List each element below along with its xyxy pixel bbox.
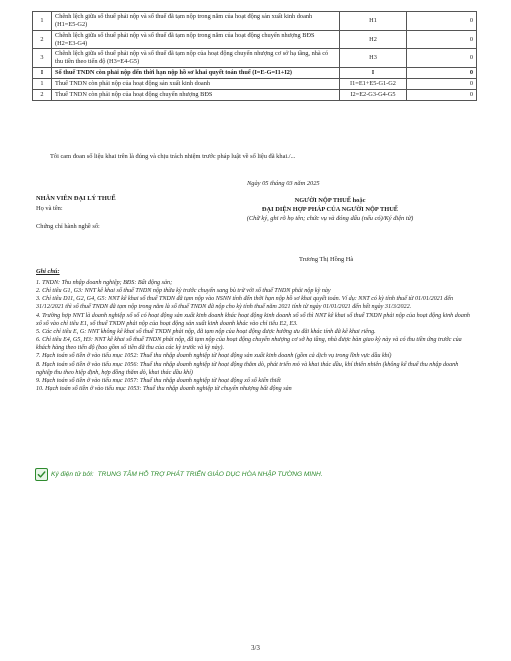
note-item: 5. Các chỉ tiêu E, G: NNT không kê khai số thuế TNDN phải nộp, đã tạm nộp của hoạt động được hưởng ưu đãi khác tính đã kê khai riêng. [36,328,376,335]
table-row [33,49,477,68]
table-row [33,30,477,49]
row-number: 3 [33,49,52,68]
signed-by-organization: TRUNG TÂM HỖ TRỢ PHÁT TRIỂN GIÁO DỤC HÒA NHẬP TƯỜNG MINH. [97,470,323,478]
row-value: 0 [407,30,477,49]
row-value: 0 [407,79,477,90]
agent-title: NHÂN VIÊN ĐẠI LÝ THUẾ [36,195,116,202]
note-item: 2. Chỉ tiêu G1, G3: NNT kê khai số thuế TNDN nộp thừa kỳ trước chuyển sang bù trừ với số thuế TNDN phải nộp kỳ này [36,288,331,295]
row-description: Chênh lệch giữa số thuế phải nộp và số thuế đã tạm nộp trong năm của hoạt động chuyển nhượng BĐS (H2=E3-G4) [52,30,340,49]
row-description: Thuế TNDN còn phải nộp của hoạt động sản xuất kinh doanh [52,79,340,90]
declaration-date: Ngày 05 tháng 03 năm 2025 [247,180,320,187]
row-number: 1 [33,12,52,31]
taxpayer-title: NGƯỜI NỘP THUẾ hoặc [294,197,366,204]
row-description: Chênh lệch giữa số thuế phải nộp và số thuế đã tạm nộp trong năm của hoạt động sản xuất kinh doanh (H1=E5-G2) [52,12,340,31]
row-description: Chênh lệch giữa số thuế phải nộp và số thuế đã tạm nộp của hoạt động chuyển nhượng cơ sở hạ tầng, nhà có thu tiền theo tiến độ (H3=E4-G5) [52,49,340,68]
table-row [33,68,477,79]
row-value: 0 [407,89,477,100]
tax-settlement-table [32,11,477,101]
note-item: 6. Chỉ tiêu E4, G5, H3: NNT kê khai số thuế TNDN phải nộp, đã tạm nộp của hoạt động chuyển nhượng cơ sở hạ tầng, nhà được bàn giao kỳ này và có thu tiền ứng trước của khách hàng theo tiến độ (bao gồm số tiền đã thu của các kỳ trước và kỳ này). [36,337,462,352]
row-value: 0 [407,12,477,31]
row-number: 2 [33,89,52,100]
row-code: I [340,68,407,79]
note-item: 1. TNDN: Thu nhập doanh nghiệp; BĐS: Bất động sản; [36,280,173,286]
signature-instruction: (Chữ ký, ghi rõ họ tên; chức vụ và đóng dấu (nếu có)/Ký điện tử) [246,215,414,222]
row-code: H1 [340,12,407,31]
note-item: 7. Hạch toán số tiền ở vào tiểu mục 1052: Thuế thu nhập doanh nghiệp từ hoạt động sản xuất kinh doanh (gồm cả dịch vụ trong lĩnh vực dầu khí) [36,353,392,360]
row-description: Thuế TNDN còn phải nộp của hoạt động chuyển nhượng BĐS [52,89,340,100]
row-value: 0 [407,49,477,68]
row-code: H2 [340,30,407,49]
row-code: H3 [340,49,407,68]
notes-list [36,279,476,393]
row-description: Số thuế TNDN còn phải nộp đến thời hạn nộp hồ sơ khai quyết toán thuế (I=E-G=I1+I2) [52,68,340,79]
agent-certificate-label: Chứng chỉ hành nghề số: [36,223,100,230]
note-item: 10. Hạch toán số tiền ở vào tiểu mục 1053: Thuế thu nhập doanh nghiệp từ chuyển nhượng bất động sản [36,386,292,393]
electronic-signature-badge [35,468,323,480]
notes-heading: Ghi chú: [36,268,60,275]
signer-name: Trương Thị Hồng Hà [299,256,354,263]
note-item: 3. Chỉ tiêu D11, G2, G4, G5: NNT kê khai số thuế TNDN đã tạm nộp vào NSNN tính đến thời hạn nộp hồ sơ khai quyết toán. Ví dụ: NNT có kỳ tính thuế từ 01/01/2021 đến 31/12/2021 thì số thuế TNDN đã tạm nộp trong năm là số thuế TNDN đã nộp cho kỳ tính thuế năm 2021 tính từ ngày 01/01/2021 đến hết ngày 31/3/2022. [36,296,454,311]
page-number: 3/3 [251,645,260,652]
checkmark-icon [35,468,48,481]
note-item: 9. Hạch toán số tiền ở vào tiểu mục 1057: Thuế thu nhập doanh nghiệp từ hoạt động xổ số kiến thiết [36,377,281,384]
agent-name-label: Họ và tên: [36,205,63,212]
table-row [33,89,477,100]
table-row [33,12,477,31]
row-code: I1=E1+E5-G1-G2 [340,79,407,90]
commitment-statement: Tôi cam đoan số liệu khai trên là đúng và chịu trách nhiệm trước pháp luật về số liệu đã khai./... [50,153,296,160]
table-row [33,79,477,90]
row-code: I2=E2-G3-G4-G5 [340,89,407,100]
row-value: 0 [407,68,477,79]
signed-by-label: Ký điện tử bởi: [51,470,94,478]
row-number: 2 [33,30,52,49]
note-item: 4. Trường hợp NNT là doanh nghiệp xổ số có hoạt động sản xuất kinh doanh khác hoạt động kinh doanh xổ số thì NNT kê khai số thuế TNDN phải nộp của hoạt động kinh doanh xổ số vào chỉ tiêu E1, số thuế TNDN phải nộp của hoạt động sản xuất kinh doanh khác vào chỉ tiêu E2, E3. [36,312,470,327]
row-number: I [33,68,52,79]
taxpayer-representative-title: ĐẠI DIỆN HỢP PHÁP CỦA NGƯỜI NỘP THUẾ [261,206,399,213]
row-number: 1 [33,79,52,90]
note-item: 8. Hạch toán số tiền ở vào tiểu mục 1056: Thuế thu nhập doanh nghiệp từ hoạt động thăm dò, phát triển mỏ và khai thác dầu, khí thiên nhiên (không kể thuế thu nhập doanh nghiệp thu theo hiệp định, hợp đồng thăm dò, khai thác dầu khí) [36,361,459,376]
